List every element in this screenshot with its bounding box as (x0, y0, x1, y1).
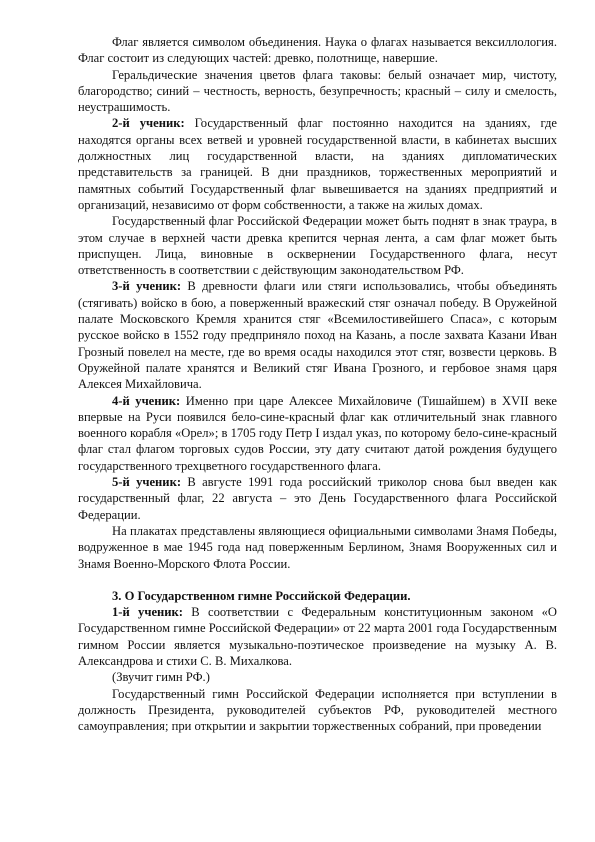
speaker-label: 3-й ученик: (112, 279, 182, 294)
paragraph-text: Флаг является символом объединения. Наука о флагах называется вексиллология. Флаг состоит из следующих частей: древко, полотнище, навершие. (78, 35, 557, 66)
paragraph-student-2 (78, 115, 557, 213)
paragraph-posters (78, 523, 557, 572)
paragraph-text: В августе 1991 года российский триколор снова был введен как государственный флаг, 22 августа – это День Государственного флага Российской Федерации. (78, 475, 557, 522)
paragraph-text: В соответствии с Федеральным конституционным законом «О Государственном гимне Российской Федерации» от 22 марта 2001 года Государственным гимном России является музыкально-поэтическое произведение на музыку А. В. Александрова и стихи С. В. Михалкова. (78, 605, 557, 668)
speaker-label: 1-й ученик: (112, 605, 183, 620)
paragraph-mourning-flag (78, 213, 557, 278)
paragraph-student-5 (78, 474, 557, 523)
speaker-label: 2-й ученик: (112, 116, 185, 131)
paragraph-anthem-plays (78, 669, 557, 685)
speaker-label: 4-й ученик: (112, 393, 181, 408)
paragraph-text: (Звучит гимн РФ.) (112, 670, 210, 685)
paragraph-student-4 (78, 393, 557, 474)
paragraph-text: Именно при царе Алексее Михайловиче (Тишайшем) в XVII веке впервые на Руси появился бело-сине-красный флаг как отличительный знак главного военного корабля «Орел»; в 1705 году Петр I издал указ, по которому бело-сине-красный флаг стал флагом торговых судов России, эту дату считают датой рождения будущего государственного трехцветного государственного флага. (78, 393, 557, 473)
paragraph-anthem-student-1 (78, 604, 557, 669)
paragraph-text: На плакатах представлены являющиеся официальными символами Знамя Победы, водруженное в мае 1945 года над поверженным Берлином, Знамя Вооруженных сил и Знамя Военно-Морского Флота России. (78, 523, 557, 571)
paragraph-text: Государственный флаг постоянно находится на зданиях, где находятся органы всех ветвей и уровней государственной власти, в кабинетах высших должностных лиц государственной власти, на зданиях дипломатических представительств за границей. В дни праздников, торжественных мероприятий и памятных событий Государственный флаг вывешивается на зданиях предприятий и организаций, независимо от форм собственности, а также на жилых домах. (78, 116, 557, 212)
paragraph-text: В древности флаги или стяги использовались, чтобы объединять (стягивать) войско в бою, а поверженный вражеский стяг означал победу. В Оружейной палате Московского Кремля хранится стяг «Всемилостивейшего Спаса», с которым русское войско в 1552 году предприняло поход на Казань, а после захвата Казани Иван Грозный повелел на месте, где во время осады находился этот стяг, возвести церковь. В Оружейной палате хранятся и Великий стяг Ивана Грозного, и гербовое знамя царя Алексея Михайловича. (78, 279, 557, 392)
speaker-label: 5-й ученик: (112, 475, 182, 490)
paragraph-heraldic-colors (78, 67, 557, 116)
paragraph-text: Государственный гимн Российской Федерации исполняется при вступлении в должность Президента, руководителей субъектов РФ, руководителей местного самоуправления; при открытии и закрытии торжественных собраний, при проведении (78, 686, 557, 734)
paragraph-text: Геральдические значения цветов флага таковы: белый означает мир, чистоту, благородство; синий – честность, верность, безупречность; красный – силу и смелость, неустрашимость. (78, 67, 557, 115)
paragraph-anthem-usage (78, 686, 557, 735)
paragraph-flag-intro (78, 34, 557, 67)
paragraph-text: Государственный флаг Российской Федерации может быть поднят в знак траура, в этом случае в верхней части древка крепится черная лента, а сам флаг может быть приспущен. Лица, виновные в осквернении Государственного флага, несут ответственность в соответствии с действующим законодательством РФ. (78, 214, 557, 278)
section-heading-anthem: 3. О Государственном гимне Российской Федерации. (112, 588, 411, 603)
paragraph-student-3 (78, 278, 557, 392)
